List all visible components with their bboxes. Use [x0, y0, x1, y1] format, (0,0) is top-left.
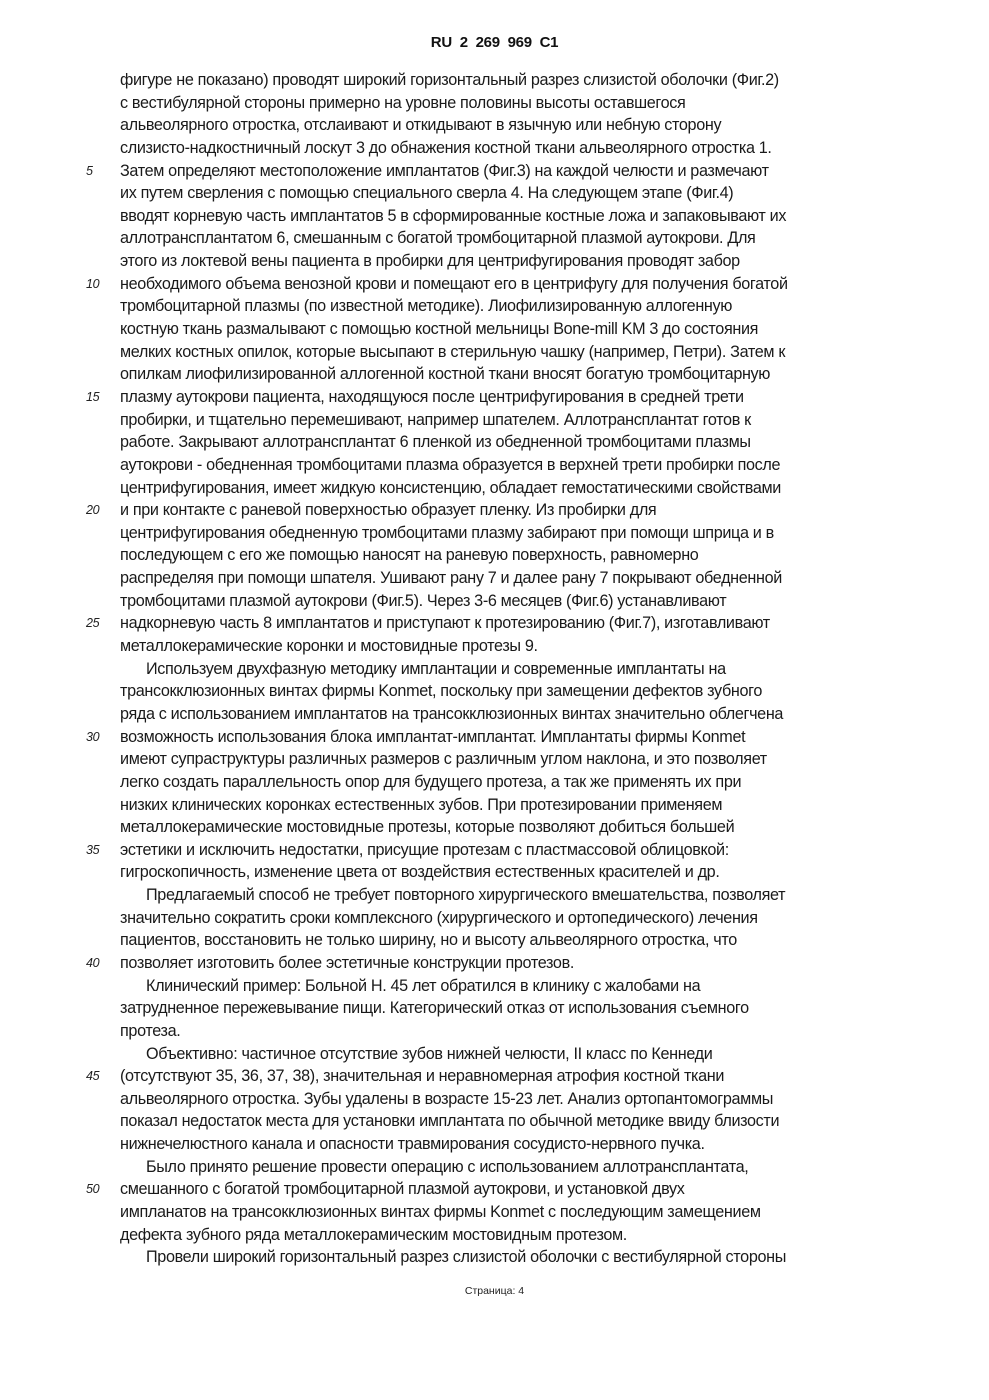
text-line [120, 748, 910, 771]
text-line [120, 884, 910, 907]
line-text: последующем с его же помощью наносят на раневую поверхность, равномерно [120, 546, 699, 565]
line-text: Затем определяют местоположение имплантатов (Фиг.3) на каждой челюсти и размечают [120, 161, 769, 180]
text-line [120, 1088, 910, 1111]
line-text: мелких костных опилок, которые высыпают в стерильную чашку (например, Петри). Затем к [120, 342, 786, 361]
text-line [120, 454, 910, 477]
text-line [120, 295, 910, 318]
text-line [120, 658, 910, 681]
line-text: с вестибулярной стороны примерно на уровне половины высоты оставшегося [120, 93, 686, 112]
line-number: 10 [86, 276, 100, 291]
text-line [86, 499, 910, 522]
text-line [120, 1246, 910, 1269]
line-text: фигуре не показано) проводят широкий горизонтальный разрез слизистой оболочки (Фиг.2) [120, 71, 779, 89]
text-line [120, 1133, 910, 1156]
line-text: Было принято решение провести операцию с использованием аллотрансплантата, [146, 1157, 749, 1176]
line-text: низких клинических коронках естественных зубов. При протезировании применяем [120, 795, 723, 814]
text-line [120, 590, 910, 613]
text-line [120, 975, 910, 998]
text-line [120, 1201, 910, 1224]
text-line [86, 160, 910, 183]
text-line [120, 1020, 910, 1043]
line-text: дефекта зубного ряда металлокерамическим мостовидным протезом. [120, 1225, 627, 1244]
text-line [120, 205, 910, 228]
line-text: металлокерамические мостовидные протезы, которые позволяют добиться большей [120, 818, 735, 837]
text-line [86, 386, 910, 409]
line-number: 35 [86, 842, 100, 857]
text-line [120, 907, 910, 930]
patent-number: 2 269 969 [459, 34, 532, 51]
line-number: 45 [86, 1069, 100, 1084]
text-line [120, 137, 910, 160]
page-number: Страница: 4 [464, 1285, 525, 1297]
line-number: 30 [86, 729, 100, 744]
text-line [120, 929, 910, 952]
text-line [120, 341, 910, 364]
line-text: и при контакте с раневой поверхностью образует пленку. Из пробирки для [120, 501, 657, 520]
body-text [86, 69, 910, 1269]
text-line [120, 92, 910, 115]
text-line [120, 182, 910, 205]
text-line [120, 703, 910, 726]
line-text: пациентов, восстановить не только ширину, но и высоту альвеолярного отростка, что [120, 931, 737, 950]
patent-country: RU [430, 34, 452, 51]
text-line [120, 816, 910, 839]
text-line [86, 839, 910, 862]
line-text: значительно сократить сроки комплексного (хирургического и ортопедического) лечения [120, 908, 758, 927]
line-text: затрудненное пережевывание пищи. Категорический отказ от использования съемного [120, 999, 749, 1018]
line-text: работе. Закрывают аллотрансплантат 6 пленкой из обедненной тромбоцитами плазмы [120, 433, 751, 452]
line-text: центрифугирования, имеет жидкую консистенцию, обладает гемостатическими свойствами [120, 478, 781, 497]
patent-kind: C1 [539, 34, 559, 51]
text-line [86, 612, 910, 635]
line-number: 25 [86, 616, 100, 631]
line-text: смешанного с богатой тромбоцитарной плазмой аутокрови, и установкой двух [120, 1180, 685, 1199]
line-text: аллотрансплантатом 6, смешанным с богатой тромбоцитарной плазмой аутокрови. Для [120, 229, 756, 248]
line-text: Клинический пример: Больной Н. 45 лет обратился в клинику с жалобами на [146, 976, 701, 995]
line-text: их путем сверления с помощью специального сверла 4. На следующем этапе (Фиг.4) [120, 184, 734, 203]
line-text: нижнечелюстного канала и опасности травмирования сосудисто-нервного пучка. [120, 1135, 705, 1154]
page-footer [0, 1285, 989, 1297]
line-text: костную ткань размалывают с помощью костной мельницы Bone-mill KM 3 до состояния [120, 320, 759, 339]
line-text: слизисто-надкостничный лоскут 3 до обнажения костной ткани альвеолярного отростка 1. [120, 138, 772, 157]
line-text: альвеолярного отростка. Зубы удалены в возрасте 15-23 лет. Анализ ортопантомограммы [120, 1089, 774, 1108]
text-line [120, 771, 910, 794]
line-text: пробирки, и тщательно перемешивают, например шпателем. Аллотрансплантат готов к [120, 410, 751, 429]
line-text: трансокклюзионных винтах фирмы Konmet, поскольку при замещении дефектов зубного [120, 682, 762, 701]
text-line [120, 997, 910, 1020]
text-line [86, 1178, 910, 1201]
line-text: легко создать параллельность опор для будущего протеза, а так же применять их при [120, 772, 742, 791]
text-line [120, 544, 910, 567]
line-text: Объективно: частичное отсутствие зубов нижней челюсти, II класс по Кеннеди [146, 1044, 713, 1063]
line-text: Провели широкий горизонтальный разрез слизистой оболочки с вестибулярной стороны [146, 1248, 787, 1267]
line-number: 50 [86, 1182, 100, 1197]
line-text: имеют супраструктуры различных размеров с различным углом наклона, и это позволяет [120, 750, 767, 769]
text-line [120, 1043, 910, 1066]
patent-header [0, 34, 989, 51]
text-line [120, 1156, 910, 1179]
line-number: 15 [86, 389, 100, 404]
line-number: 40 [86, 955, 100, 970]
line-text: тромбоцитарной плазмы (по известной методике). Лиофилизированную аллогенную [120, 297, 733, 316]
line-text: ряда с использованием имплантатов на трансокклюзионных винтах значительно облегчена [120, 704, 784, 723]
text-line [86, 273, 910, 296]
line-text: аутокрови - обедненная тромбоцитами плазма образуется в верхней трети пробирки после [120, 455, 781, 474]
text-line [120, 477, 910, 500]
text-line [120, 431, 910, 454]
text-line [86, 952, 910, 975]
text-line [120, 409, 910, 432]
text-line [120, 250, 910, 273]
text-line [120, 522, 910, 545]
line-text: гигроскопичность, изменение цвета от воздействия естественных красителей и др. [120, 863, 720, 882]
line-number: 5 [86, 163, 93, 178]
text-line [120, 861, 910, 884]
text-line [120, 635, 910, 658]
line-text: надкорневую часть 8 имплантатов и приступают к протезированию (Фиг.7), изготавливают [120, 614, 770, 633]
text-line [86, 726, 910, 749]
line-text: эстетики и исключить недостатки, присущие протезам с пластмассовой облицовкой: [120, 840, 729, 859]
line-number: 20 [86, 503, 100, 518]
line-text: показал недостаток места для установки имплантата по обычной методике ввиду близости [120, 1112, 780, 1131]
text-line [120, 114, 910, 137]
line-text: альвеолярного отростка, отслаивают и откидывают в язычную или небную сторону [120, 116, 722, 135]
line-text: центрифугирования обедненную тромбоцитами плазму забирают при помощи шприца и в [120, 523, 774, 542]
line-text: распределяя при помощи шпателя. Ушивают рану 7 и далее рану 7 покрывают обедненной [120, 569, 782, 588]
line-text: (отсутствуют 35, 36, 37, 38), значительная и неравномерная атрофия костной ткани [120, 1067, 725, 1086]
line-text: этого из локтевой вены пациента в пробирки для центрифугирования проводят забор [120, 252, 740, 271]
text-line [120, 794, 910, 817]
line-text: возможность использования блока имплантат-имплантат. Имплантаты фирмы Konmet [120, 727, 746, 746]
line-text: протеза. [120, 1021, 181, 1040]
text-line [120, 1110, 910, 1133]
line-text: металлокерамические коронки и мостовидные протезы 9. [120, 637, 538, 656]
text-line [120, 680, 910, 703]
text-line [120, 318, 910, 341]
line-text: позволяет изготовить более эстетичные конструкции протезов. [120, 953, 574, 972]
line-text: импланатов на трансокклюзионных винтах фирмы Konmet с последующим замещением [120, 1203, 761, 1222]
line-text: опилкам лиофилизированной аллогенной костной ткани вносят богатую тромбоцитарную [120, 365, 771, 384]
text-line [120, 567, 910, 590]
text-line [120, 227, 910, 250]
line-text: необходимого объема венозной крови и помещают его в центрифугу для получения богатой [120, 274, 788, 293]
line-text: тромбоцитами плазмой аутокрови (Фиг.5). Через 3-6 месяцев (Фиг.6) устанавливают [120, 591, 727, 610]
text-line [86, 1065, 910, 1088]
line-text: Используем двухфазную методику имплантации и современные имплантаты на [146, 659, 726, 678]
line-text: Предлагаемый способ не требует повторного хирургического вмешательства, позволяет [146, 886, 786, 905]
line-text: вводят корневую часть имплантатов 5 в сформированные костные ложа и запаковывают их [120, 206, 787, 225]
text-line [120, 363, 910, 386]
text-line [120, 69, 910, 92]
text-line [120, 1224, 910, 1247]
line-text: плазму аутокрови пациента, находящуюся после центрифугирования в средней трети [120, 387, 744, 406]
